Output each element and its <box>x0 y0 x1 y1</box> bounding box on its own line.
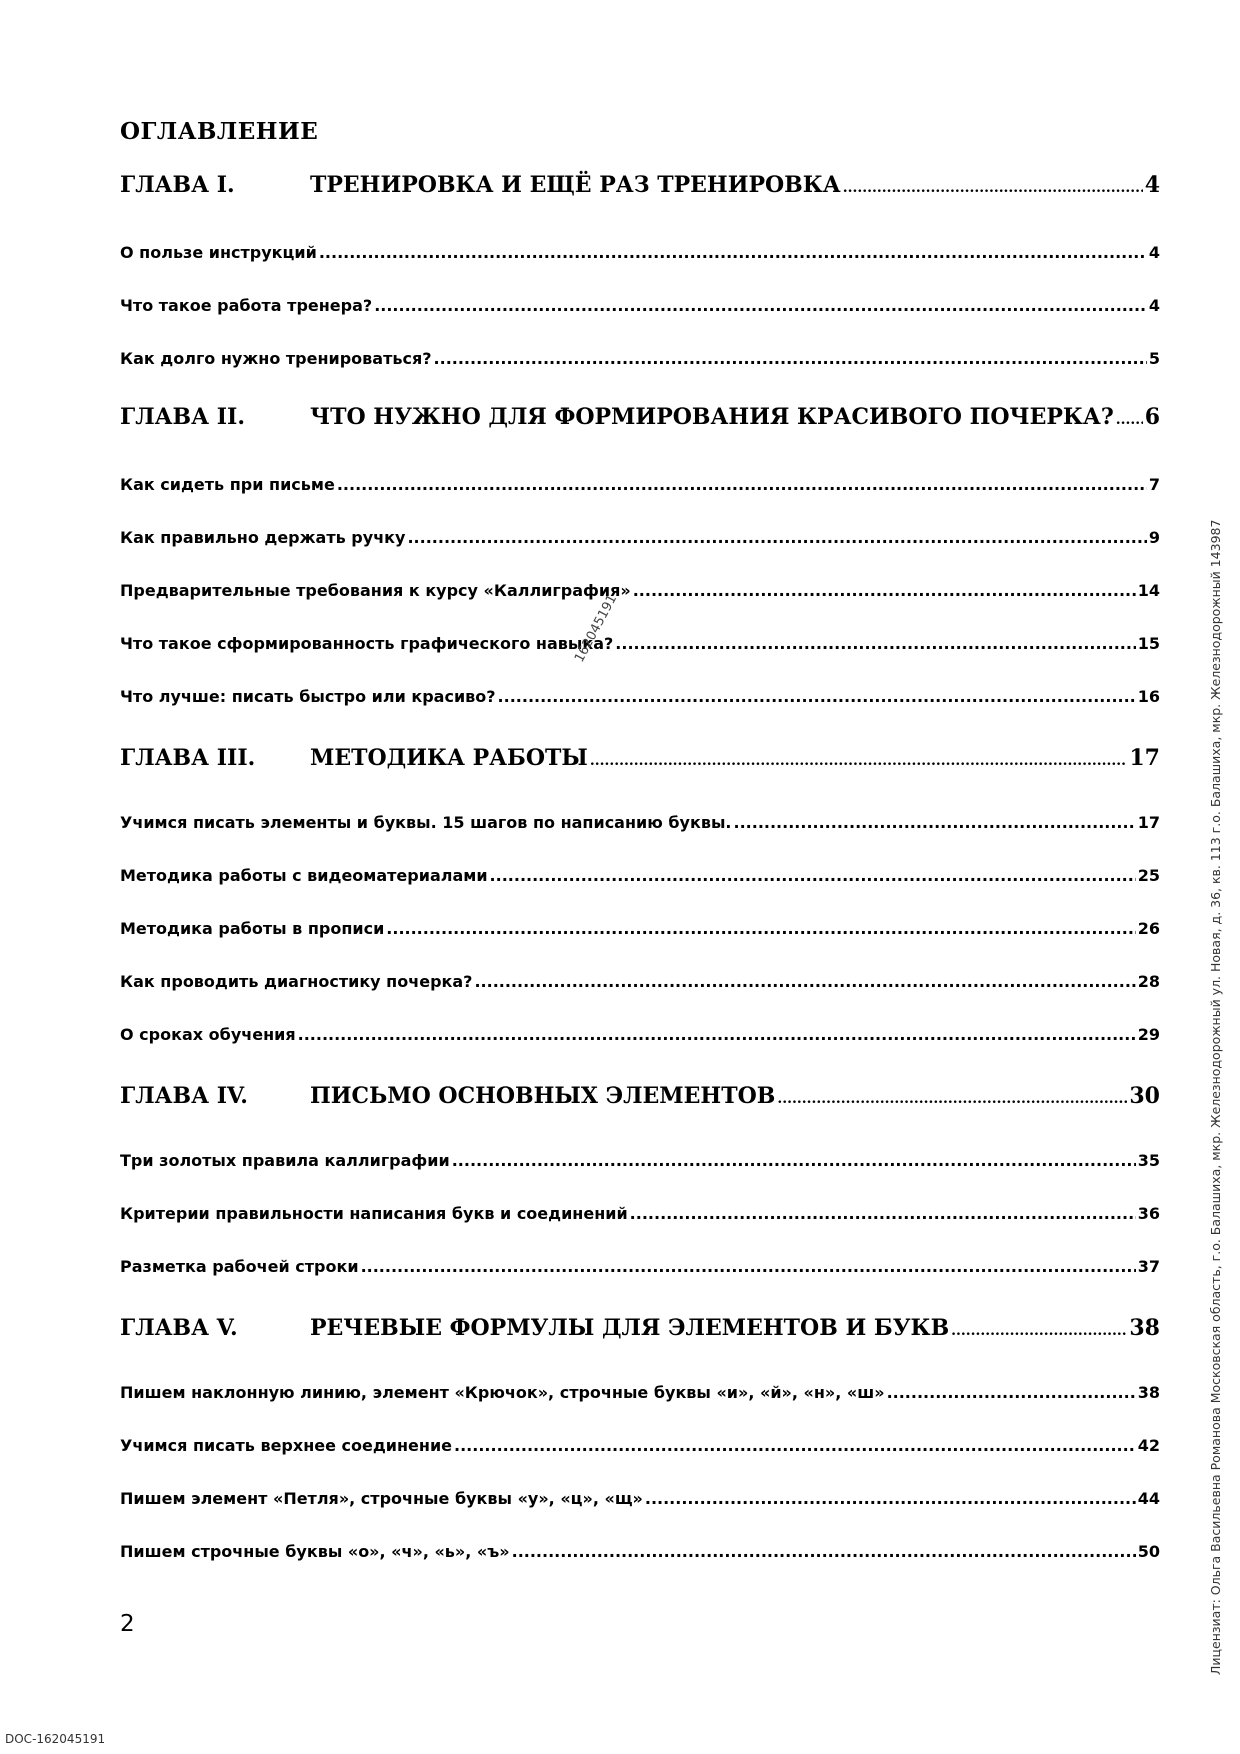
toc-page-number: 4 <box>1144 172 1160 198</box>
toc-dot-leader <box>474 972 1135 991</box>
toc-dot-leader <box>1116 404 1143 430</box>
toc-section-entry[interactable] <box>120 475 1160 494</box>
toc-chapter-entry[interactable] <box>120 172 1160 198</box>
toc-page-number: 4 <box>1148 243 1160 262</box>
toc-dot-leader <box>633 581 1136 600</box>
toc-entry-title: ТРЕНИРОВКА И ЕЩЁ РАЗ ТРЕНИРОВКА <box>310 172 841 198</box>
toc-entry-title: Что такое работа тренера? <box>120 296 373 315</box>
toc-section-entry[interactable] <box>120 1542 1160 1561</box>
toc-entry-title: Три золотых правила каллиграфии <box>120 1151 450 1170</box>
toc-entry-title: Пишем наклонную линию, элемент «Крючок», строчные буквы «и», «й», «н», «ш» <box>120 1383 885 1402</box>
toc-section-entry[interactable] <box>120 1489 1160 1508</box>
toc-page-number: 35 <box>1137 1151 1160 1170</box>
toc-dot-leader <box>490 866 1136 885</box>
toc-dot-leader <box>630 1204 1136 1223</box>
toc-chapter-number: ГЛАВА II. <box>120 404 245 430</box>
toc-dot-leader <box>407 528 1146 547</box>
toc-page-number: 7 <box>1148 475 1160 494</box>
toc-section-entry[interactable] <box>120 1151 1160 1170</box>
toc-entry-title: Пишем строчные буквы «о», «ч», «ь», «ъ» <box>120 1542 510 1561</box>
toc-entry-title: Критерии правильности написания букв и соединений <box>120 1204 628 1223</box>
toc-dot-leader <box>434 349 1147 368</box>
page-number: 2 <box>120 1611 135 1637</box>
toc-section-entry[interactable] <box>120 919 1160 938</box>
toc-page-number: 38 <box>1137 1383 1160 1402</box>
toc-entry-title: Как проводить диагностику почерка? <box>120 972 473 991</box>
toc-dot-leader <box>298 1025 1136 1044</box>
toc-chapter-entry[interactable] <box>120 745 1160 771</box>
toc-chapter-number: ГЛАВА IV. <box>120 1083 248 1109</box>
toc-section-entry[interactable] <box>120 528 1160 547</box>
toc-page-number: 17 <box>1137 813 1160 832</box>
toc-page-number: 4 <box>1148 296 1160 315</box>
toc-entry-title: О пользе инструкций <box>120 243 317 262</box>
toc-page-number: 16 <box>1137 687 1160 706</box>
toc-dot-leader <box>374 296 1147 315</box>
toc-entry-title: О сроках обучения <box>120 1025 296 1044</box>
toc-entry-title: Учимся писать верхнее соединение <box>120 1436 453 1455</box>
toc-dot-leader <box>386 919 1135 938</box>
toc-dot-leader <box>615 634 1135 653</box>
toc-dot-leader <box>319 243 1147 262</box>
toc-entry-title: Учимся писать элементы и буквы. 15 шагов по написанию буквы. <box>120 813 732 832</box>
toc-section-entry[interactable] <box>120 1436 1160 1455</box>
toc-page-number: 50 <box>1137 1542 1160 1561</box>
toc-dot-leader <box>951 1315 1127 1341</box>
toc-dot-leader <box>777 1083 1127 1109</box>
toc-section-entry[interactable] <box>120 634 1160 653</box>
toc-entry-title: Предварительные требования к курсу «Каллиграфия» <box>120 581 631 600</box>
toc-page-number: 14 <box>1137 581 1160 600</box>
toc-chapter-entry[interactable] <box>120 1315 1160 1341</box>
toc-entry-title: Пишем элемент «Петля», строчные буквы «у», «ц», «щ» <box>120 1489 643 1508</box>
toc-section-entry[interactable] <box>120 581 1160 600</box>
document-id-stamp: 162045191 <box>572 592 621 666</box>
toc-chapter-number: ГЛАВА V. <box>120 1315 238 1341</box>
toc-entry-title: Что такое сформированность графического навыка? <box>120 634 614 653</box>
toc-entry-title: Что лучше: писать быстро или красиво? <box>120 687 496 706</box>
toc-section-entry[interactable] <box>120 972 1160 991</box>
toc-page-number: 38 <box>1129 1315 1160 1341</box>
toc-dot-leader <box>645 1489 1136 1508</box>
toc-section-entry[interactable] <box>120 296 1160 315</box>
toc-section-entry[interactable] <box>120 1383 1160 1402</box>
toc-heading: ОГЛАВЛЕНИЕ <box>120 118 319 145</box>
toc-page-number: 15 <box>1137 634 1160 653</box>
toc-dot-leader <box>498 687 1136 706</box>
toc-dot-leader <box>843 172 1143 198</box>
toc-chapter-number: ГЛАВА III. <box>120 745 256 771</box>
toc-dot-leader <box>734 813 1136 832</box>
toc-section-entry[interactable] <box>120 813 1160 832</box>
toc-section-entry[interactable] <box>120 349 1160 368</box>
toc-page-number: 25 <box>1137 866 1160 885</box>
toc-page-number: 5 <box>1148 349 1160 368</box>
toc-entry-title: Методика работы с видеоматериалами <box>120 866 488 885</box>
toc-entry-title: Как долго нужно тренироваться? <box>120 349 432 368</box>
toc-section-entry[interactable] <box>120 1257 1160 1276</box>
toc-dot-leader <box>887 1383 1136 1402</box>
toc-entry-title: ПИСЬМО ОСНОВНЫХ ЭЛЕМЕНТОВ <box>310 1083 776 1109</box>
toc-section-entry[interactable] <box>120 243 1160 262</box>
toc-page-number: 36 <box>1137 1204 1160 1223</box>
toc-section-entry[interactable] <box>120 687 1160 706</box>
toc-page-number: 42 <box>1137 1436 1160 1455</box>
toc-dot-leader <box>452 1151 1136 1170</box>
toc-entry-title: ЧТО НУЖНО ДЛЯ ФОРМИРОВАНИЯ КРАСИВОГО ПОЧЕРКА? <box>310 404 1114 430</box>
toc-chapter-entry[interactable] <box>120 404 1160 430</box>
license-note: Лицензиат: Ольга Васильевна Романова Московская область, г.о. Балашиха, мкр. Железнодорожный ул. Новая, д. 36, кв. 113 г.о. Балашиха, мкр. Железнодорожный 143987 <box>1208 519 1223 1675</box>
toc-page-number: 6 <box>1144 404 1160 430</box>
toc-dot-leader <box>454 1436 1136 1455</box>
toc-section-entry[interactable] <box>120 866 1160 885</box>
toc-section-entry[interactable] <box>120 1025 1160 1044</box>
toc-page-number: 37 <box>1137 1257 1160 1276</box>
toc-page-number: 17 <box>1129 745 1160 771</box>
toc-entry-title: РЕЧЕВЫЕ ФОРМУЛЫ ДЛЯ ЭЛЕМЕНТОВ И БУКВ <box>310 1315 950 1341</box>
toc-page-number: 44 <box>1137 1489 1160 1508</box>
toc-entry-title: Методика работы в прописи <box>120 919 385 938</box>
toc-entry-title: Как сидеть при письме <box>120 475 335 494</box>
toc-entry-title: Как правильно держать ручку <box>120 528 406 547</box>
toc-page-number: 9 <box>1148 528 1160 547</box>
toc-page-number: 26 <box>1137 919 1160 938</box>
toc-chapter-number: ГЛАВА I. <box>120 172 235 198</box>
toc-dot-leader <box>512 1542 1136 1561</box>
toc-dot-leader <box>337 475 1147 494</box>
toc-dot-leader <box>590 745 1128 771</box>
toc-page-number: 29 <box>1137 1025 1160 1044</box>
toc-page-number: 28 <box>1137 972 1160 991</box>
toc-entry-title: Разметка рабочей строки <box>120 1257 359 1276</box>
toc-chapter-entry[interactable] <box>120 1083 1160 1109</box>
document-id-footer: DOC-162045191 <box>5 1732 106 1746</box>
toc-dot-leader <box>361 1257 1136 1276</box>
toc-entry-title: МЕТОДИКА РАБОТЫ <box>310 745 588 771</box>
toc-page-number: 30 <box>1129 1083 1160 1109</box>
toc-section-entry[interactable] <box>120 1204 1160 1223</box>
